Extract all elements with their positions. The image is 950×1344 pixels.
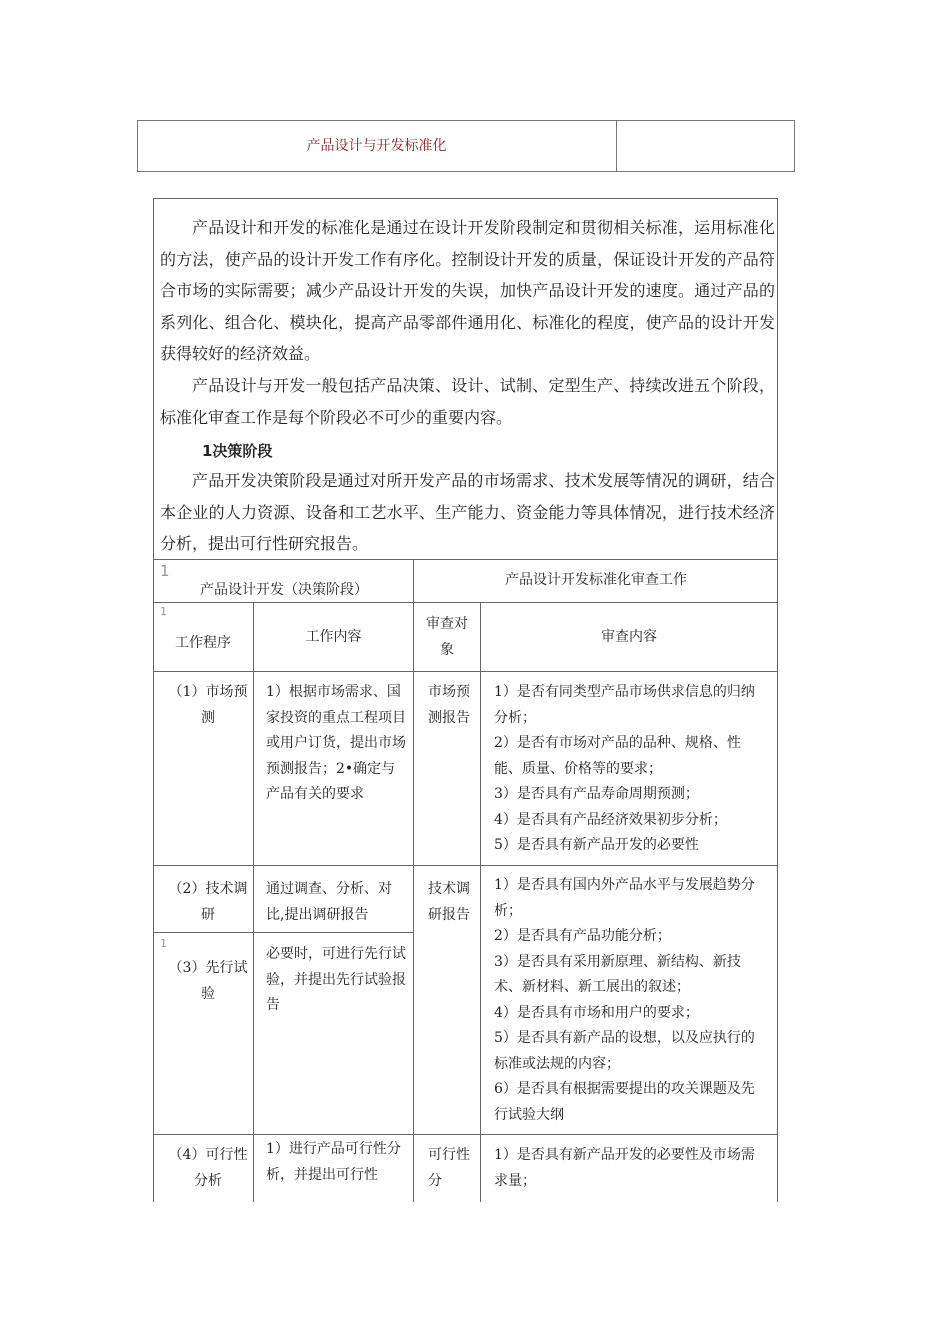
col-header-procedure: 工作程序: [175, 635, 231, 651]
review-item: 1）是否具有国内外产品水平与发展趋势分析；: [494, 877, 755, 919]
table-colheader-divider: [153, 671, 778, 672]
row-procedure: （3）先行试验: [168, 960, 248, 1002]
table-header-left: 产品设计开发（决策阶段）: [200, 582, 368, 598]
document-title: 产品设计与开发标准化: [306, 138, 447, 154]
row-content: 1）进行产品可行性分析，并提出可行性: [266, 1141, 401, 1183]
row-content: 1）根据市场需求、国家投资的重点工程项目或用户订货，提出市场预测报告；2•确定与产品有关的要求: [266, 684, 406, 802]
row-object: 可行性分: [428, 1147, 470, 1189]
review-item: 4）是否具有市场和用户的要求；: [494, 1004, 699, 1021]
row-object: 市场预测报告: [428, 684, 470, 726]
review-item: 5）是否具有新产品的设想，以及应执行的标准或法规的内容；: [494, 1030, 755, 1072]
review-item: 2）是否具有产品功能分析；: [494, 928, 671, 944]
review-item: 1）是否有同类型产品市场供求信息的归纳分析；: [494, 684, 755, 726]
table-marker: 1: [160, 605, 167, 618]
section-paragraph: 产品开发决策阶段是通过对所开发产品的市场需求、技术发展等情况的调研，结合本企业的人力资源、设备和工艺水平、生产能力、资金能力等具体情况，进行技术经济分析，提出可行性研究报告。: [160, 471, 775, 553]
review-item: 4）是否具有产品经济效果初步分析；: [494, 811, 727, 828]
stages-paragraph: 产品设计与开发一般包括产品决策、设计、试制、定型生产、持续改进五个阶段，标准化审查工作是每个阶段必不可少的重要内容。: [160, 376, 775, 427]
table-marker: 1: [160, 937, 167, 950]
row-procedure: （1）市场预测: [168, 684, 248, 726]
row-content: 必要时，可进行先行试验，并提出先行试验报告: [266, 946, 406, 1013]
col-header-content: 工作内容: [305, 629, 362, 645]
row-procedure: （4）可行性分析: [168, 1147, 248, 1189]
table-col-divider: [253, 602, 254, 1202]
table-top-border: [153, 559, 778, 560]
row-content: 通过调查、分析、对比,提出调研报告: [266, 881, 392, 923]
review-item: 6）是否具有根据需要提出的攻关课题及先行试验大纲: [494, 1081, 755, 1123]
title-divider: [616, 120, 617, 172]
table-marker: 1: [160, 562, 170, 580]
intro-paragraph: 产品设计和开发的标准化是通过在设计开发阶段制定和贯彻相关标准，运用标准化的方法，使产品的设计开发工作有序化。控制设计开发的质量，保证设计开发的产品符合市场的实际需要；减少产品设计开发的失误，加快产品设计开发的速度。通过产品的系列化、组合化、模块化，提高产品零部件通用化、标准化的程度，使产品的设计开发获得较好的经济效益。: [160, 218, 775, 363]
col-header-object: 审查对象: [426, 616, 468, 658]
row-review: [494, 873, 766, 1128]
table-subrow-divider: [153, 932, 413, 933]
table-col-divider: [413, 559, 414, 1202]
table-col-divider: [480, 602, 481, 1202]
review-item: 1）是否具有新产品开发的必要性及市场需求量；: [494, 1147, 755, 1189]
table-header-right: 产品设计开发标准化审查工作: [505, 572, 687, 588]
review-item: 3）是否具有产品寿命周期预测；: [494, 786, 699, 802]
table-row-divider: [153, 865, 778, 866]
row-procedure: （2）技术调研: [168, 881, 248, 923]
review-item: 5）是否具有新产品开发的必要性: [494, 837, 699, 853]
row-content-clip: [253, 1135, 413, 1202]
row-review: [494, 1143, 766, 1194]
row-review: [494, 680, 766, 859]
row-object: 技术调研报告: [428, 881, 470, 923]
col-header-review: 审查内容: [601, 629, 657, 645]
review-item: 3）是否具有采用新原理、新结构、新技术、新材料、新工展出的叙述；: [494, 953, 741, 995]
table-row-divider: [153, 1134, 778, 1135]
section-heading: 1决策阶段: [202, 442, 273, 460]
review-item: 2）是否有市场对产品的品种、规格、性能、质量、价格等的要求；: [494, 735, 741, 777]
